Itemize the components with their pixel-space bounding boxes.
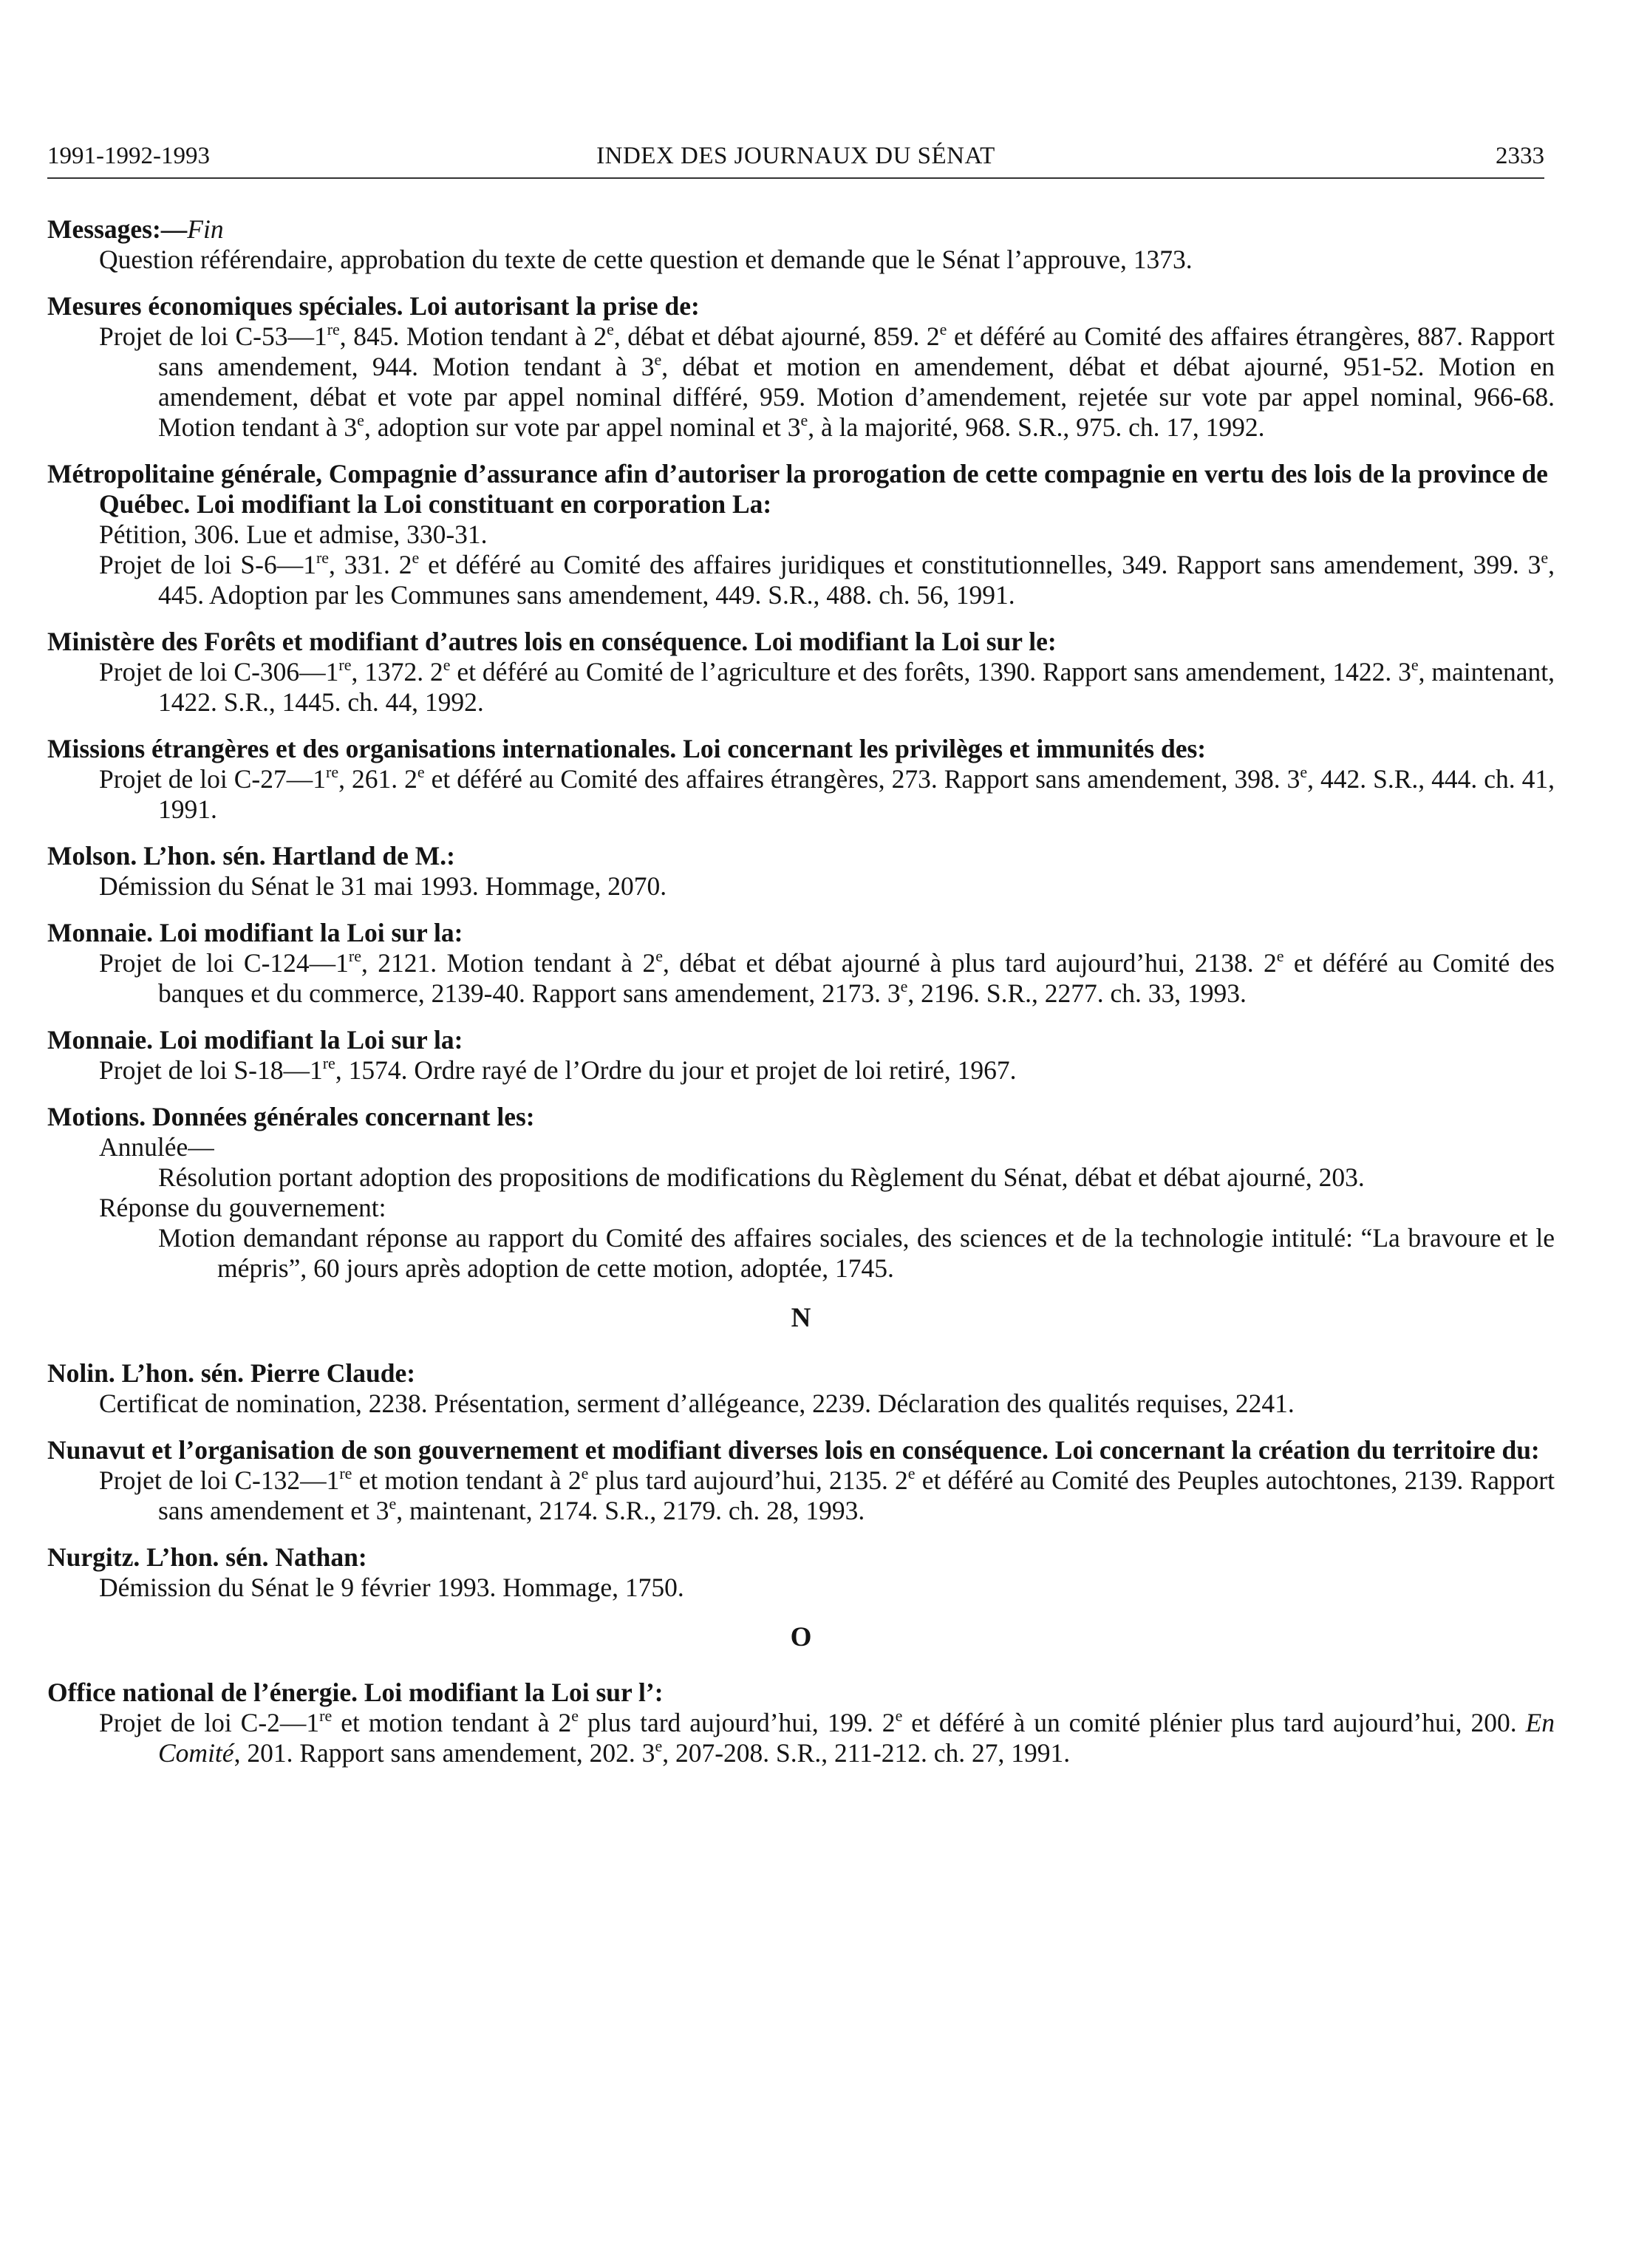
entry-nolin <box>47 1358 1555 1419</box>
entry-sublabel: Annulée— <box>99 1132 214 1162</box>
entry-motions <box>47 1102 1555 1284</box>
entry-subitem: Projet de loi S-18—1re, 1574. Ordre rayé de l’Ordre du jour et projet de loi retiré, 1967. <box>99 1054 1017 1085</box>
entry-mesures-economiques <box>47 291 1555 443</box>
entry-subitem: Question référendaire, approbation du texte de cette question et demande que le Sénat l’approuve, 1373. <box>99 245 1193 274</box>
entry-subitem: Projet de loi C-306—1re, 1372. 2e et déféré au Comité de l’agriculture et des forêts, 1390. Rapport sans amendement, 1422. 3e, maintenant, 1422. S.R., 1445. ch. 44, 1992. <box>99 655 1555 717</box>
entry-messages <box>47 214 1555 275</box>
entry-subitem: Démission du Sénat le 9 février 1993. Hommage, 1750. <box>99 1573 684 1602</box>
entry-heading: Nurgitz. L’hon. sén. Nathan: <box>47 1542 367 1572</box>
header-title: INDEX DES JOURNAUX DU SÉNAT <box>596 143 995 169</box>
header-page-number: 2333 <box>1496 143 1544 169</box>
entry-subitem: Certificat de nomination, 2238. Présentation, serment d’allégeance, 2239. Déclaration des qualités requises, 2241. <box>99 1389 1295 1418</box>
entry-heading: Métropolitaine générale, Compagnie d’assurance afin d’autoriser la prorogation de cette compagnie en vertu des lois de la province de Québec. Loi modifiant la Loi constituant en corporation La: <box>47 459 1548 519</box>
running-header <box>47 137 1544 174</box>
entry-subitem: Projet de loi C-124—1re, 2121. Motion tendant à 2e, débat et débat ajourné à plus tard aujourd’hui, 2138. 2e et déféré au Comité des banques et du commerce, 2139-40. Rapport sans amendement, 2173. 3e, 2196. S.R., 2277. ch. 33, 1993. <box>99 947 1555 1008</box>
entry-subitem: Résolution portant adoption des propositions de modifications du Règlement du Sénat, débat et débat ajourné, 203. <box>158 1162 1365 1192</box>
entry-heading: Monnaie. Loi modifiant la Loi sur la: <box>47 1025 463 1055</box>
entry-missions-etrangeres <box>47 734 1555 825</box>
entry-monnaie-s18 <box>47 1025 1555 1086</box>
entry-metropolitaine <box>47 459 1555 610</box>
section-letter-o: O <box>790 1622 812 1652</box>
entry-sublabel: Réponse du gouvernement: <box>99 1193 386 1222</box>
entry-subitem: Projet de loi C-53—1re, 845. Motion tendant à 2e, débat et débat ajourné, 859. 2e et déféré au Comité des affaires étrangères, 887. Rapport sans amendement, 944. Motion tendant à 3e, débat et motion en amendement, débat et débat ajourné, 951-52. Motion en amendement, débat et vote par appel nominal différé, 959. Motion d’amendement, rejetée sur vote par appel nominal, 966-68. Motion tendant à 3e, adoption sur vote par appel nominal et 3e, à la majorité, 968. S.R., 975. ch. 17, 1992. <box>99 320 1555 442</box>
entry-nurgitz <box>47 1542 1555 1603</box>
entry-heading: Ministère des Forêts et modifiant d’autres lois en conséquence. Loi modifiant la Loi sur le: <box>47 627 1057 656</box>
entry-heading: Nunavut et l’organisation de son gouvernement et modifiant diverses lois en conséquence. Loi concernant la création du territoire du: <box>47 1435 1540 1465</box>
header-rule <box>47 177 1544 179</box>
entry-office-energie <box>47 1678 1555 1768</box>
entry-heading: Office national de l’énergie. Loi modifiant la Loi sur l’: <box>47 1678 664 1707</box>
entry-heading: Monnaie. Loi modifiant la Loi sur la: <box>47 918 463 947</box>
section-letter-n: N <box>791 1303 811 1333</box>
entry-subitem: Projet de loi C-27—1re, 261. 2e et déféré au Comité des affaires étrangères, 273. Rapport sans amendement, 398. 3e, 442. S.R., 444. ch. 41, 1991. <box>99 763 1555 824</box>
entry-heading: Missions étrangères et des organisations internationales. Loi concernant les privilèges et immunités des: <box>47 734 1207 763</box>
entry-molson <box>47 841 1555 902</box>
entry-heading: Nolin. L’hon. sén. Pierre Claude: <box>47 1358 416 1388</box>
entry-heading: Molson. L’hon. sén. Hartland de M.: <box>47 841 455 871</box>
header-years: 1991-1992-1993 <box>47 143 210 169</box>
index-content <box>47 214 1555 1785</box>
entry-subitem: Motion demandant réponse au rapport du Comité des affaires sociales, des sciences et de la technologie intitulé: “La bravoure et le mépris”, 60 jours après adoption de cette motion, adoptée, 1745. <box>158 1223 1555 1283</box>
entry-monnaie-c124 <box>47 918 1555 1009</box>
entry-subitem: Projet de loi C-132—1re et motion tendant à 2e plus tard aujourd’hui, 2135. 2e et déféré au Comité des Peuples autochtones, 2139. Rapport sans amendement et 3e, maintenant, 2174. S.R., 2179. ch. 28, 1993. <box>99 1464 1555 1525</box>
entry-ministere-forets <box>47 627 1555 718</box>
entry-heading: Messages:—Fin <box>47 214 224 244</box>
entry-subitem: Pétition, 306. Lue et admise, 330-31. <box>99 520 488 549</box>
entry-subitem: Projet de loi S-6—1re, 331. 2e et déféré au Comité des affaires juridiques et constitutionnelles, 349. Rapport sans amendement, 399. 3e, 445. Adoption par les Communes sans amendement, 449. S.R., 488. ch. 56, 1991. <box>99 548 1555 610</box>
entry-nunavut <box>47 1435 1555 1526</box>
entry-subitem: Projet de loi C-2—1re et motion tendant à 2e plus tard aujourd’hui, 199. 2e et déféré à un comité plénier plus tard aujourd’hui, 200. En Comité, 201. Rapport sans amendement, 202. 3e, 207-208. S.R., 211-212. ch. 27, 1991. <box>99 1706 1555 1768</box>
entry-heading: Motions. Données générales concernant les: <box>47 1102 535 1131</box>
entry-subitem: Démission du Sénat le 31 mai 1993. Hommage, 2070. <box>99 871 667 901</box>
entry-heading: Mesures économiques spéciales. Loi autorisant la prise de: <box>47 291 700 321</box>
